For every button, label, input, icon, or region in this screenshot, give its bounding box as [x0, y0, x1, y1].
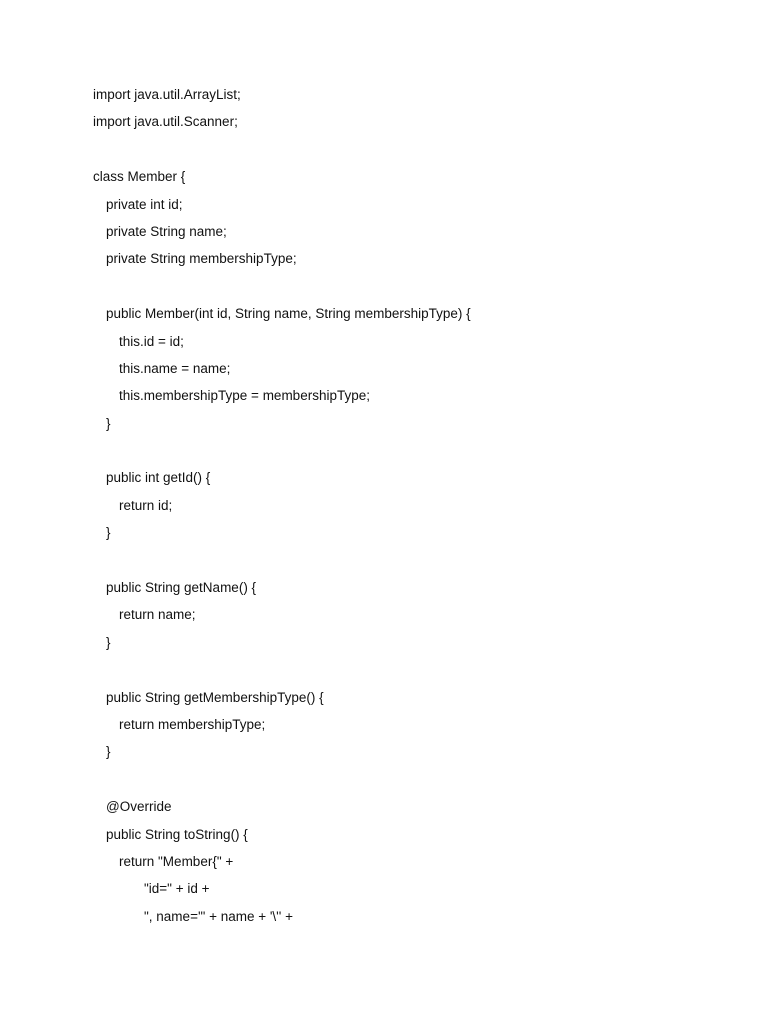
code-line: return "Member{" +: [119, 853, 234, 869]
code-line: "id=" + id +: [144, 881, 210, 897]
code-line: public String toString() {: [106, 826, 248, 842]
code-line: this.membershipType = membershipType;: [119, 388, 370, 404]
code-line: @Override: [106, 799, 172, 815]
code-line: return id;: [119, 497, 173, 513]
blank-line: [93, 440, 733, 467]
code-line: class Member {: [93, 169, 186, 185]
code-listing: [93, 84, 733, 933]
blank-line: [93, 276, 733, 303]
blank-line: [93, 550, 733, 577]
code-line: return name;: [119, 607, 196, 623]
code-line: }: [106, 634, 111, 650]
code-line: }: [106, 415, 111, 431]
code-line: ", name='" + name + '\'' +: [144, 908, 293, 924]
code-line: import java.util.Scanner;: [93, 114, 238, 130]
code-line: public Member(int id, String name, String membershipType) {: [106, 306, 471, 322]
code-line: return membershipType;: [119, 716, 266, 732]
code-line: private int id;: [106, 196, 183, 212]
code-line: this.name = name;: [119, 360, 231, 376]
code-line: public String getMembershipType() {: [106, 689, 324, 705]
blank-line: [93, 139, 733, 166]
code-line: }: [106, 525, 111, 541]
blank-line: [93, 769, 733, 796]
blank-line: [93, 659, 733, 686]
code-line: public String getName() {: [106, 580, 257, 596]
code-line: this.id = id;: [119, 333, 184, 349]
code-line: import java.util.ArrayList;: [93, 87, 241, 102]
code-line: }: [106, 744, 111, 760]
code-line: private String membershipType;: [106, 251, 297, 267]
code-line: private String name;: [106, 223, 227, 239]
code-line: public int getId() {: [106, 470, 211, 486]
